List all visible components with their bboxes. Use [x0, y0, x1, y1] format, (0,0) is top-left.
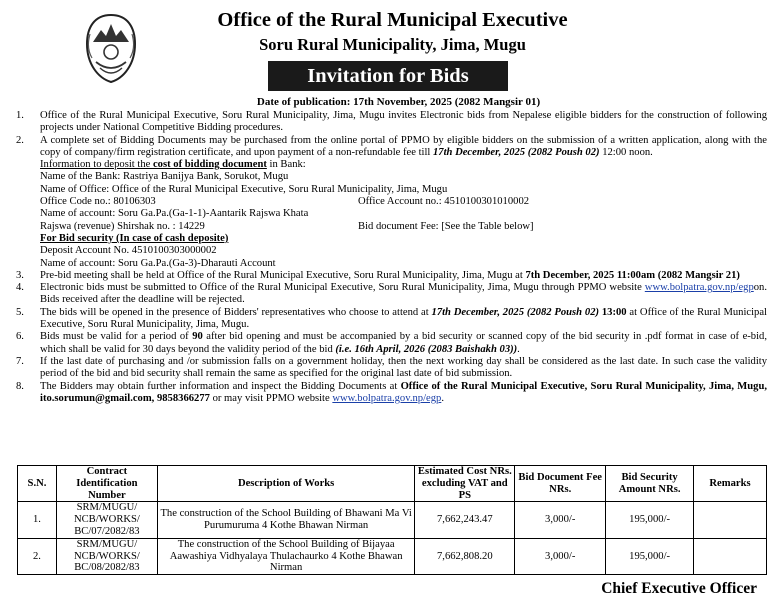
cell-remarks [694, 538, 767, 574]
security-validity-date: (i.e. 16th April, 2026 (2083 Baishakh 03)) [335, 343, 518, 355]
cell-cost: 7,662,808.20 [415, 538, 515, 574]
item-number: 5. [16, 306, 24, 318]
notice-item-6 [16, 331, 767, 356]
col-header-sn: S.N. [18, 466, 57, 502]
cell-description: The construction of the School Building of Bijayaa Aawashiya Vidhyalaya Thulachaurko 4 Kothe Bhawan Nirman [157, 538, 415, 574]
cell-fee: 3,000/- [515, 502, 606, 538]
cell-sn: 2. [18, 538, 57, 574]
bid-document-fee-note: Bid document Fee: [See the Table below] [358, 220, 534, 232]
item-number: 2. [16, 134, 24, 146]
item-number: 8. [16, 380, 24, 392]
notice-item-3 [16, 270, 767, 282]
invitation-banner: Invitation for Bids [268, 61, 508, 91]
item-body: The Bidders may obtain further information and inspect the Bidding Documents at Office of the Rural Municipal Executive, Soru Rural Municipality, Jima, Mugu, ito.sorumun@gmail.com, 9858366277 or may visit PPMO website www.bolpatra.gov.np/egp. [40, 380, 767, 404]
rajswa-shirshak: Rajswa (revenue) Shirshak no. : 14229 [40, 220, 205, 232]
notice-item-2 [16, 135, 767, 270]
item-number: 6. [16, 331, 24, 343]
cell-fee: 3,000/- [515, 538, 606, 574]
notice-item-5 [16, 307, 767, 332]
bid-security-label: For Bid security (In case of cash deposite) [40, 232, 229, 244]
notice-item-1 [16, 110, 767, 135]
table-row [18, 538, 767, 574]
cell-security: 195,000/- [606, 538, 694, 574]
item-body: The bids will be opened in the presence of Bidders' representatives who choose to attend at 17th December, 2025 (2082 Poush 02) 13:00 at Office of the Rural Municipal Executive, Soru Rural Municipality, Jima, Mugu. [40, 306, 767, 331]
municipality-subtitle: Soru Rural Municipality, Jima, Mugu [259, 35, 526, 54]
publication-date: Date of publication: 17th November, 2025 (2082 Mangsir 01) [256, 96, 541, 108]
opening-date: 17th December, 2025 (2082 Poush 02) [431, 306, 600, 318]
office-code: Office Code no.: 80106303 [40, 196, 156, 208]
table-row [18, 502, 767, 538]
item-number: 4. [16, 282, 24, 294]
col-header-security: Bid Security Amount NRs. [606, 466, 694, 502]
bolpatra-link[interactable]: www.bolpatra.gov.np/egp [644, 282, 754, 294]
item-text: Office of the Rural Municipal Executive, Soru Rural Municipality, Jima, Mugu invites Electronic bids from Nepalese eligible bidders for the construction of following projects under National Competitive Bidding procedures. [40, 110, 767, 134]
item-body [40, 135, 767, 270]
rajswa-row [40, 221, 767, 233]
signatory-title: Chief Executive Officer [601, 580, 757, 597]
validity-days: 90 [192, 331, 203, 343]
item-body: Electronic bids must be submitted to Office of the Rural Municipal Executive, Soru Rural Municipality, Jima, Mugu through PPMO website www.bolpatra.gov.np/egpon. Bids received after the deadline will be rejected. [40, 282, 767, 306]
cell-contract: SRM/MUGU/ NCB/WORKS/ BC/07/2082/83 [56, 502, 157, 538]
col-header-remarks: Remarks [694, 466, 767, 502]
cell-description: The construction of the School Building of Bhawani Ma Vi Purumuruma 4 Kothe Bhawan Nirman [157, 502, 415, 538]
notice-item-8 [16, 381, 767, 406]
cell-security: 195,000/- [606, 502, 694, 538]
prebid-meeting-time: 7th December, 2025 11:00am (2082 Mangsir 21) [525, 269, 740, 281]
account-name: Name of account: Soru Ga.Pa.(Ga-1-1)-Aantarik Rajswa Khata [40, 208, 309, 220]
cell-remarks [694, 502, 767, 538]
office-account: Office Account no.: 4510100301010002 [358, 196, 530, 208]
notice-items [16, 110, 767, 405]
col-header-contract: Contract Identification Number [56, 466, 157, 502]
bids-table [17, 465, 767, 575]
office-name: Name of Office: Office of the Rural Municipal Executive, Soru Rural Municipality, Jima, Mugu [40, 183, 448, 195]
bolpatra-link[interactable]: www.bolpatra.gov.np/egp [332, 392, 442, 404]
office-title: Office of the Rural Municipal Executive [217, 9, 568, 31]
item-number: 7. [16, 355, 24, 367]
notice-item-7 [16, 356, 767, 381]
opening-time: 13:00 [599, 306, 627, 318]
item-number: 1. [16, 110, 24, 121]
cell-sn: 1. [18, 502, 57, 538]
office-code-row [40, 196, 767, 208]
cell-cost: 7,662,243.47 [415, 502, 515, 538]
col-header-cost: Estimated Cost NRs. excluding VAT and PS [415, 466, 515, 502]
table-header-row [18, 466, 767, 502]
col-header-fee: Bid Document Fee NRs. [515, 466, 606, 502]
bank-name: Name of the Bank: Rastriya Banijya Bank, Sorukot, Mugu [40, 171, 289, 183]
purchase-deadline: 17th December, 2025 (2082 Poush 02) [433, 146, 600, 158]
item-text: A complete set of Bidding Documents may be purchased from the online portal of PPMO by eligible bidders on the submission of a written application, along with the copy of company/firm registration certificate, and upon payment of a non-refundable fee till [40, 134, 767, 158]
col-header-description: Description of Works [157, 466, 415, 502]
deposit-info-label: Information to deposit the cost of bidding document in Bank: [40, 159, 306, 171]
item-text: 12:00 noon. [599, 146, 653, 158]
cell-contract: SRM/MUGU/ NCB/WORKS/ BC/08/2082/83 [56, 538, 157, 574]
item-number: 3. [16, 269, 24, 281]
item-text: If the last date of purchasing and /or submission falls on a government holiday, then the next working day shall be considered as the last date. In such case the validity period of the bid and bid security shall remain the same as specified for the original last date of bid submission. [40, 355, 767, 380]
item-body: Bids must be valid for a period of 90 after bid opening and must be accompanied by a bid security or scanned copy of the bid security in .pdf format in case of e-bid, which shall be valid for 30 days beyond the validity period of the bid (i.e. 16th April, 2026 (2083 Baishakh 03)). [40, 331, 767, 355]
item-body: Pre-bid meeting shall be held at Office of the Rural Municipal Executive, Soru Rural Municipality, Jima, Mugu at 7th December, 2025 11:00am (2082 Mangsir 21) [40, 269, 740, 281]
security-account-name: Name of account: Soru Ga.Pa.(Ga-3)-Dharauti Account [40, 257, 276, 269]
deposit-account: Deposit Account No. 4510100303000002 [40, 245, 217, 257]
notice-item-4 [16, 282, 767, 307]
contact-details: Office of the Rural Municipal Executive, Soru Rural Municipality, Jima, Mugu, ito.sorumun@gmail.com, 9858366277 [40, 380, 767, 404]
